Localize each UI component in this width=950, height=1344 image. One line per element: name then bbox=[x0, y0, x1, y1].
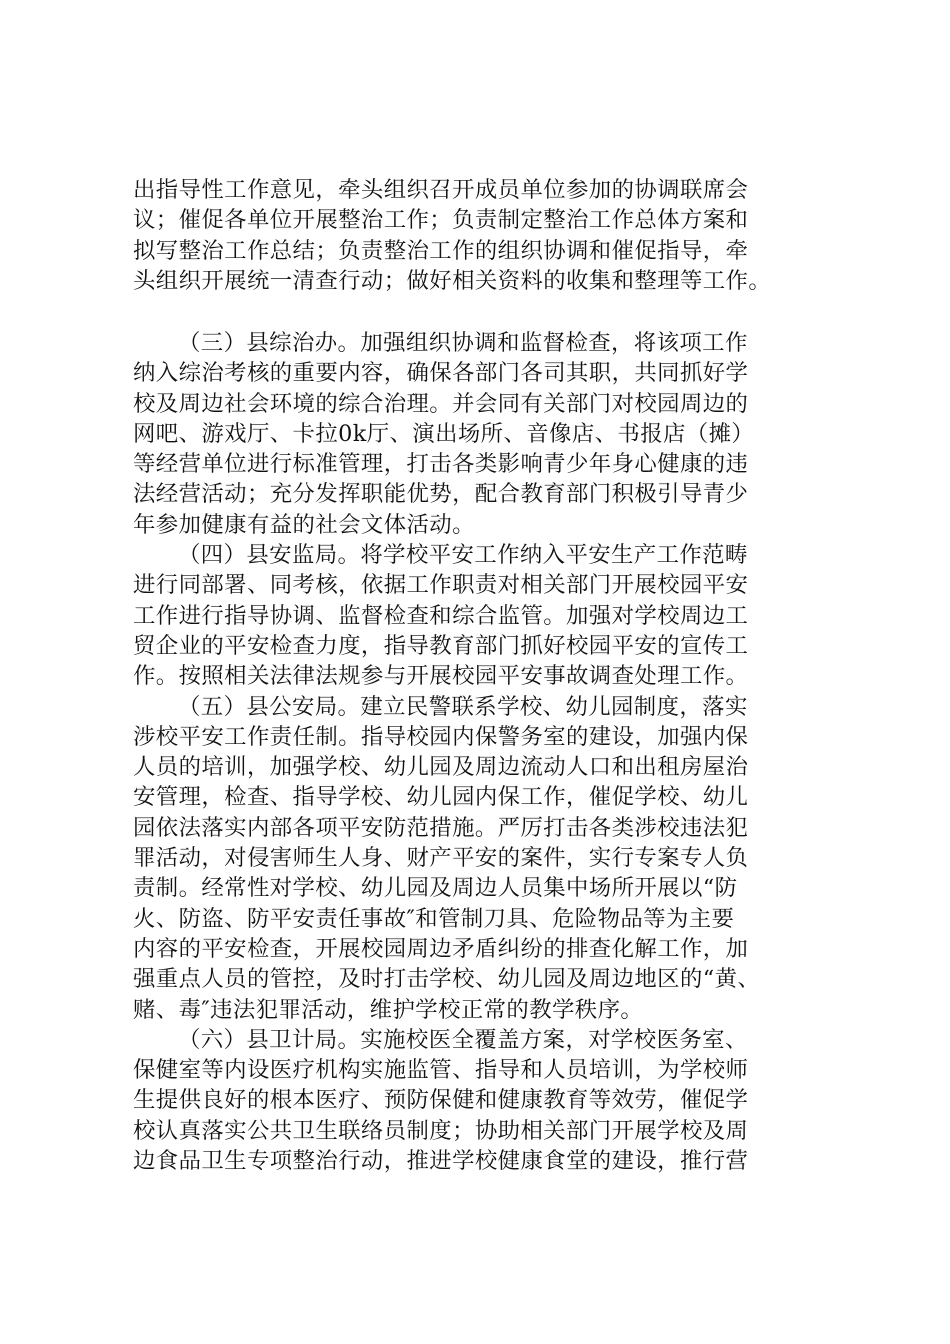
text-line: 贸企业的平安检查力度，指导教育部门抓好校园平安的宣传工 bbox=[133, 632, 749, 659]
text-line: 火、防盗、防平安责任事故″和管制刀具、危险物品等为主要 bbox=[133, 905, 735, 932]
body-paragraphs bbox=[133, 328, 833, 1176]
text-line: 涉校平安工作责任制。指导校园内保警务室的建设，加强内保 bbox=[133, 723, 749, 750]
text-line: 强重点人员的管控，及时打击学校、幼儿园及周边地区的“黄、 bbox=[133, 966, 761, 993]
text-line: 人员的培训，加强学校、幼儿园及周边流动人口和出租房屋治 bbox=[133, 754, 749, 781]
text-line: （三）县综治办。加强组织协调和监督检查，将该项工作 bbox=[178, 330, 748, 356]
text-line: 内容的平安检查，开展校园周边矛盾纠纷的排查化解工作，加 bbox=[133, 935, 749, 962]
text-line: 校及周边社会环境的综合治理。并会同有关部门对校园周边的 bbox=[133, 390, 749, 417]
text-line: （五）县公安局。建立民警联系学校、幼儿园制度，落实 bbox=[178, 693, 748, 720]
text-line: 作。按照相关法律法规参与开展校园平安事故调查处理工作。 bbox=[133, 663, 749, 690]
text-line: （六）县卫计局。实施校医全覆盖方案，对学校医务室、 bbox=[178, 1026, 748, 1053]
text-line: （四）县安监局。将学校平安工作纳入平安生产工作范畴 bbox=[178, 542, 748, 569]
text-line: 保健室等内设医疗机构实施监管、指导和人员培训，为学校师 bbox=[133, 1057, 749, 1084]
text-line: 园依法落实内部各项平安防范措施。严厉打击各类涉校违法犯 bbox=[133, 814, 749, 841]
text-line: 出指导性工作意见，牵头组织召开成员单位参加的协调联席会 bbox=[133, 177, 749, 203]
text-line: 安管理，检查、指导学校、幼儿园内保工作，催促学校、幼儿 bbox=[133, 784, 749, 811]
text-line: 议；催促各单位开展整治工作；负责制定整治工作总体方案和 bbox=[133, 207, 749, 234]
text-line: 网吧、游戏厅、卡拉0k厅、演出场所、音像店、书报店（摊） bbox=[133, 420, 755, 447]
text-line: 罪活动，对侵害师生人身、财产平安的案件，实行专案专人负 bbox=[133, 845, 749, 872]
text-line: 边食品卫生专项整治行动，推进学校健康食堂的建设，推行营 bbox=[133, 1148, 749, 1175]
text-line: 进行同部署、同考核，依据工作职责对相关部门开展校园平安 bbox=[133, 572, 749, 599]
text-line: 头组织开展统一清查行动；做好相关资料的收集和整理等工作。 bbox=[133, 267, 772, 294]
text-line: 生提供良好的根本医疗、预防保健和健康教育等效劳，催促学 bbox=[133, 1087, 749, 1114]
text-line: 校认真落实公共卫生联络员制度；协助相关部门开展学校及周 bbox=[133, 1117, 749, 1144]
text-line: 等经营单位进行标准管理，打击各类影响青少年身心健康的违 bbox=[133, 451, 749, 478]
paragraph-intro bbox=[133, 175, 833, 296]
text-line: 责制。经常性对学校、幼儿园及周边人员集中场所开展以“防 bbox=[133, 875, 738, 902]
text-line: 纳入综治考核的重要内容，确保各部门各司其职，共同抓好学 bbox=[133, 360, 749, 387]
text-line: 年参加健康有益的社会文体活动。 bbox=[133, 511, 475, 538]
text-line: 法经营活动；充分发挥职能优势，配合教育部门积极引导青少 bbox=[133, 481, 749, 508]
text-line: 赌、毒″违法犯罪活动，维护学校正常的教学秩序。 bbox=[133, 996, 644, 1023]
text-line: 工作进行指导协调、监督检查和综合监管。加强对学校周边工 bbox=[133, 602, 749, 629]
text-line: 拟写整治工作总结；负责整治工作的组织协调和催促指导，牵 bbox=[133, 237, 749, 264]
